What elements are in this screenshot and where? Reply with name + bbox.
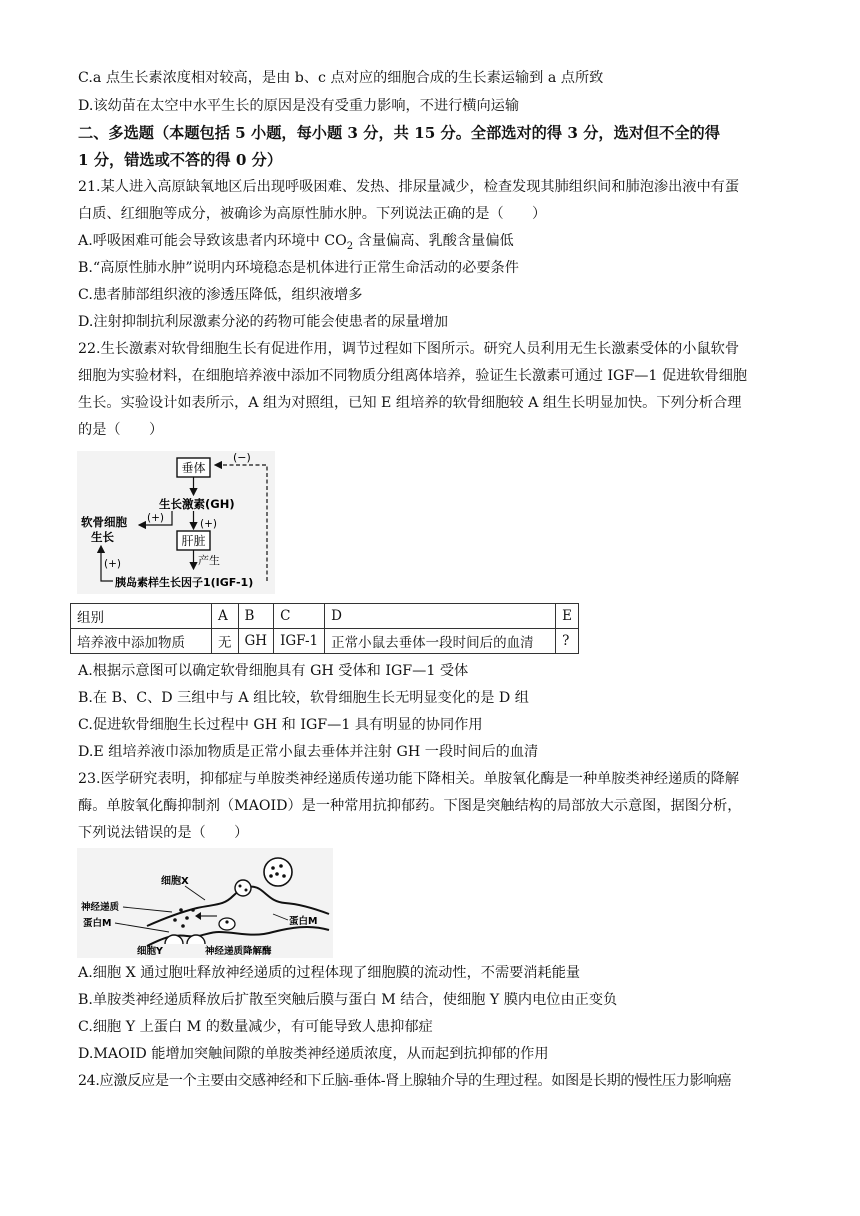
liver-label: 肝脏 [181,534,206,548]
q22-stem-line3: 生长。实验设计如表所示，A 组为对照组，已知 E 组培养的软骨细胞较 A 组生长明显加快。下列分析合理 [78,395,742,411]
negative-feedback-arrow [215,465,267,581]
igf-label: 胰岛素样生长因子1(IGF-1) [115,576,254,589]
enzyme-label: 神经递质降解酶 [205,946,272,957]
plus-igf-cartilage: (+) [104,558,121,570]
table-cell: 培养液中添加物质 [71,629,212,654]
produce-label: 产生 [198,554,220,567]
table-cell: D [325,604,556,629]
table-cell: 无 [212,629,239,654]
table-cell: A [212,604,239,629]
cartilage-label-2: 生长 [91,530,114,544]
plus-gh-liver: (+) [200,518,217,530]
plus-gh-cartilage: (+) [147,512,164,524]
q24-stem-line1: 24.应激反应是一个主要由交感神经和下丘脑-垂体-肾上腺轴介导的生理过程。如图是长期的慢性压力影响癌 [78,1073,732,1089]
protein-m-left-label: 蛋白M [83,918,112,929]
pituitary-label: 垂体 [181,461,206,475]
q20-option-d: D.该幼苗在太空中水平生长的原因是没有受重力影响，不进行横向运输 [78,98,520,114]
synapse-diagram [77,848,333,958]
q22-option-b: B.在 B、C、D 三组中与 A 组比较，软骨细胞生长无明显变化的是 D 组 [78,690,529,706]
q23-stem-line3: 下列说法错误的是（ ） [78,825,249,841]
q23-option-d: D.MAOID 能增加突触间隙的单胺类神经递质浓度，从而起到抗抑郁的作用 [78,1046,549,1062]
q23-option-a: A.细胞 X 通过胞吐释放神经递质的过程体现了细胞膜的流动性，不需要消耗能量 [78,965,581,981]
q23-option-c: C.细胞 Y 上蛋白 M 的数量减少，有可能导致人患抑郁症 [78,1019,433,1035]
cartilage-label-1: 软骨细胞 [81,515,127,529]
q21-option-b: B.“高原性肺水肿”说明内环境稳态是机体进行正常生命活动的必要条件 [78,260,519,276]
q22-stem-line1: 22.生长激素对软骨细胞生长有促进作用，调节过程如下图所示。研究人员利用无生长激素受体的小鼠软骨 [78,341,740,357]
table-cell: ? [556,629,579,654]
protein-m-right-label: 蛋白M [289,916,318,927]
table-cell: 组别 [71,604,212,629]
degrading-enzyme [219,918,235,930]
q22-stem-line4: 的是（ ） [78,422,164,438]
table-cell: C [274,604,325,629]
table-cell: B [238,604,274,629]
table-row [71,604,579,629]
table-row [71,629,579,654]
gh-regulation-diagram [77,451,275,594]
cell-x-label: 细胞X [161,876,189,887]
synaptic-vesicle [264,858,292,886]
section-title-line2: 1 分，错选或不答的得 0 分） [78,151,283,169]
gh-label: 生长激素(GH) [159,497,235,511]
table-cell: 正常小鼠去垂体一段时间后的血清 [325,629,556,654]
q21-option-d: D.注射抑制抗利尿激素分泌的药物可能会使患者的尿量增加 [78,314,449,330]
q22-stem-line2: 细胞为实验材料，在细胞培养液中添加不同物质分组离体培养，验证生长激素可通过 IGF—1 促进软骨细胞 [78,368,748,384]
q23-stem-line2: 酶。单胺氧化酶抑制剂（MAOID）是一种常用抗抑郁药。下图是突触结构的局部放大示意图，据图分析， [78,798,742,814]
experiment-table [70,603,579,654]
q21-option-a: A.呼吸困难可能会导致该患者内环境中 $CO_2$ 含量偏高、乳酸含量偏低 [78,233,514,252]
negative-sign: (−) [233,451,251,464]
table-cell: GH [238,629,274,654]
table-cell: IGF-1 [274,629,325,654]
q22-option-d: D.E 组培养液巾添加物质是正常小鼠去垂体并注射 GH 一段时间后的血清 [78,744,539,760]
q21-option-c: C.患者肺部组织液的渗透压降低，组织液增多 [78,287,363,303]
section-title-line1: 二、多选题（本题包括 5 小题，每小题 3 分，共 15 分。全部选对的得 3 分，选对但不全的得 [78,124,720,142]
q22-option-a: A.根据示意图可以确定软骨细胞具有 GH 受体和 IGF—1 受体 [78,663,469,679]
q20-option-c: C.a 点生长素浓度相对较高，是由 b、c 点对应的细胞合成的生长素运输到 a 点所致 [78,70,604,86]
table-cell: E [556,604,579,629]
q21-stem-line2: 白质、红细胞等成分，被确诊为高原性肺水肿。下列说法正确的是（ ） [78,206,547,222]
q22-option-c: C.促进软骨细胞生长过程中 GH 和 IGF—1 具有明显的协同作用 [78,717,483,733]
q21-stem-line1: 21.某人进入高原缺氧地区后出现呼吸困难、发热、排尿量减少，检查发现其肺组织间和肺泡渗出液中有蛋 [78,179,740,195]
cell-y-label: 细胞Y [137,946,163,957]
q23-stem-line1: 23.医学研究表明，抑郁症与单胺类神经递质传递功能下降相关。单胺氧化酶是一种单胺类神经递质的降解 [78,771,740,787]
q23-option-b: B.单胺类神经递质释放后扩散至突触后膜与蛋白 M 结合，使细胞 Y 膜内电位由正变负 [78,992,618,1008]
vesicle-fusing [235,880,251,896]
neurotransmitter-label: 神经递质 [81,902,120,913]
